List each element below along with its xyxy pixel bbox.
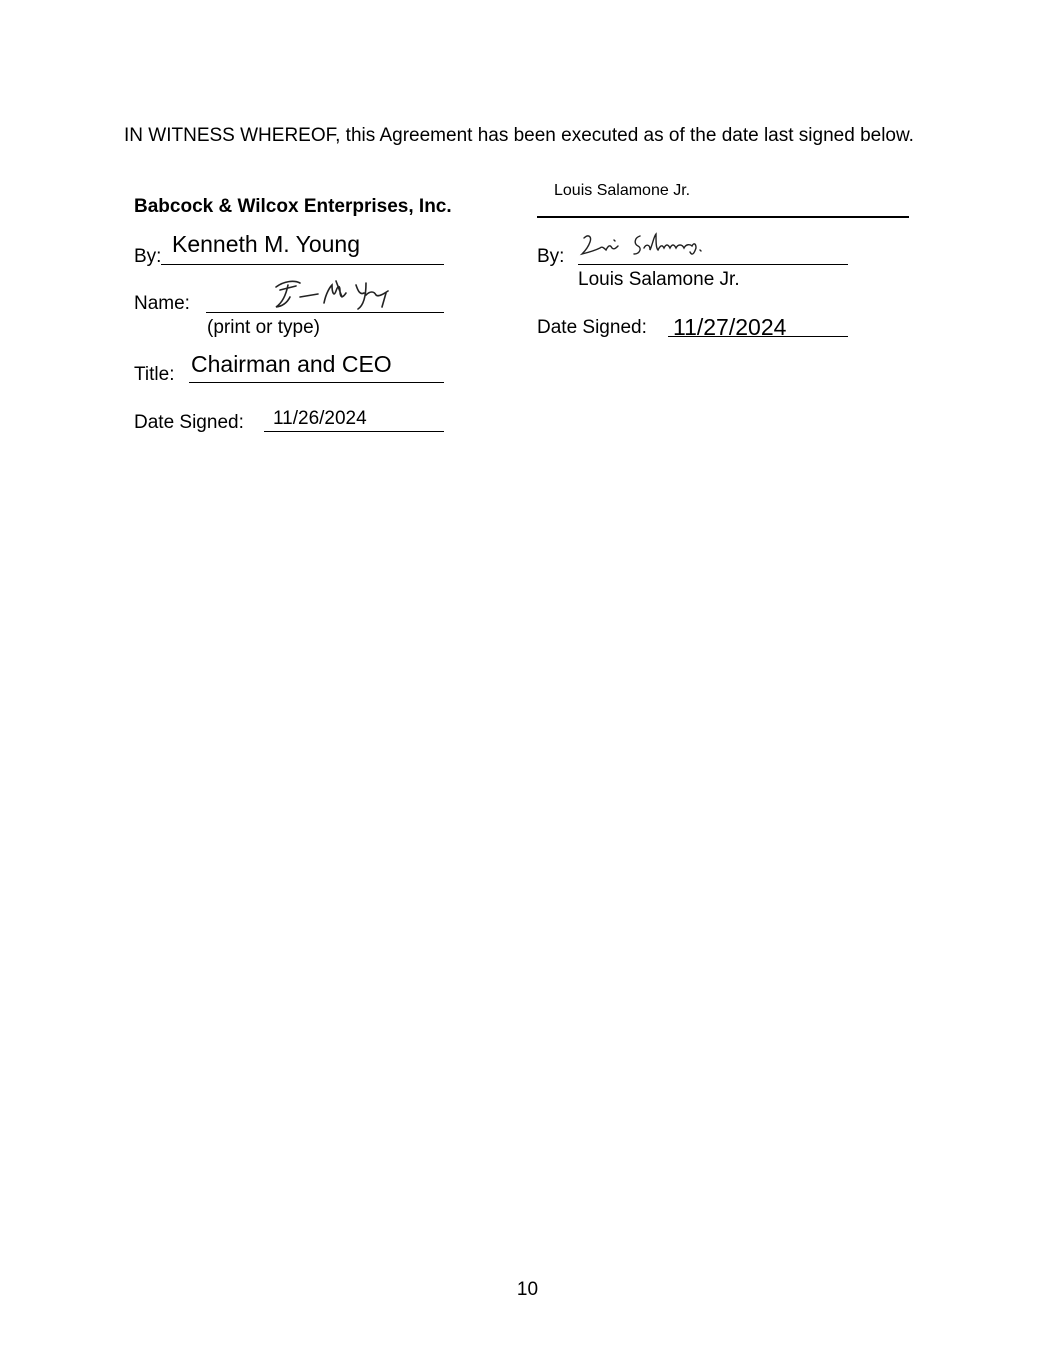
company-by-value: Kenneth M. Young bbox=[172, 231, 360, 257]
company-by-label: By: bbox=[134, 246, 162, 267]
individual-date-line bbox=[668, 336, 848, 337]
company-by-line bbox=[161, 264, 444, 265]
company-title-value: Chairman and CEO bbox=[191, 351, 392, 377]
company-name-line bbox=[206, 312, 444, 313]
individual-date-value: 11/27/2024 bbox=[673, 314, 787, 340]
company-title-line bbox=[189, 382, 444, 383]
company-name: Babcock & Wilcox Enterprises, Inc. bbox=[134, 196, 452, 217]
witness-clause: IN WITNESS WHEREOF, this Agreement has been executed as of the date last signed below. bbox=[124, 125, 914, 146]
company-signature bbox=[270, 277, 400, 311]
individual-header-name: Louis Salamone Jr. bbox=[554, 182, 691, 199]
company-name-hint: (print or type) bbox=[207, 317, 320, 338]
company-name-label: Name: bbox=[134, 293, 190, 314]
individual-header-line bbox=[537, 216, 909, 218]
company-date-line bbox=[264, 431, 444, 432]
company-date-value: 11/26/2024 bbox=[273, 408, 367, 429]
individual-printed-name: Louis Salamone Jr. bbox=[578, 269, 740, 290]
individual-by-label: By: bbox=[537, 246, 565, 267]
individual-by-line bbox=[578, 264, 848, 265]
company-title-label: Title: bbox=[134, 364, 175, 385]
company-date-label: Date Signed: bbox=[134, 412, 244, 433]
individual-date-label: Date Signed: bbox=[537, 317, 647, 338]
individual-signature bbox=[578, 230, 718, 260]
page-number: 10 bbox=[516, 1279, 539, 1300]
